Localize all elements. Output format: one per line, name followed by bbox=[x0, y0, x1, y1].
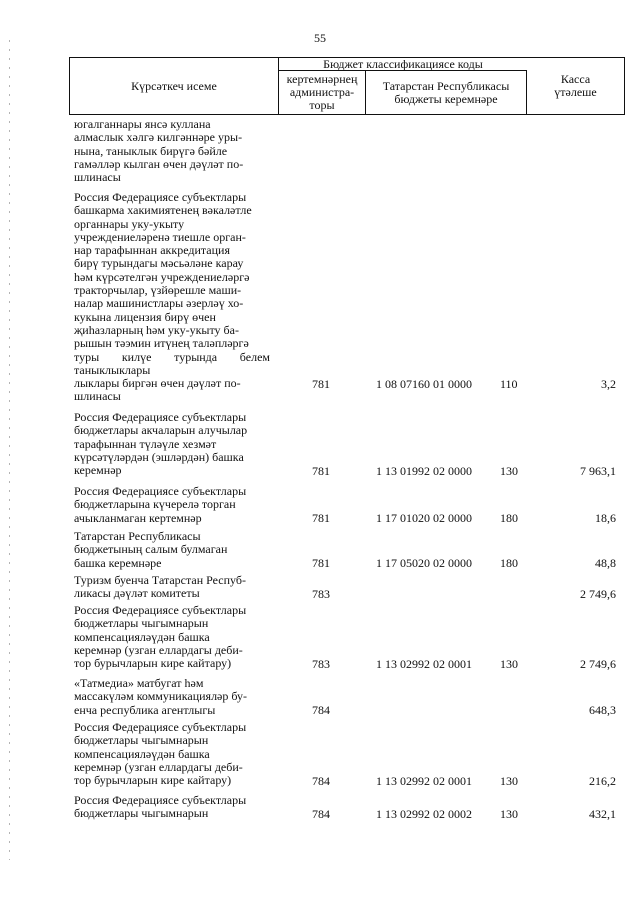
row-text-line: Туризм буенча Татарстан Респуб- bbox=[74, 573, 246, 587]
row-text-line: шлинасы bbox=[74, 170, 121, 185]
row-amount: 48,8 bbox=[595, 555, 616, 570]
row-amount: 2 749,6 bbox=[580, 656, 616, 671]
row-text-line: массакүләм коммуникацияләр бу- bbox=[74, 689, 248, 704]
table-row bbox=[0, 485, 640, 525]
row-text-line: туры килүе турында белем таныклыклары bbox=[74, 349, 270, 377]
row-amount: 3,2 bbox=[601, 376, 616, 391]
header-revenue-administrator bbox=[279, 71, 366, 114]
row-revenue-code: 1 13 02992 02 0001 bbox=[376, 656, 472, 671]
row-text-line: Россия Федерациясе субъектлары bbox=[74, 484, 247, 498]
header-republic-revenues bbox=[366, 71, 527, 114]
row-text-line: бюджетлары чыгымнарын bbox=[74, 616, 209, 631]
row-revenue-code: 1 08 07160 01 0000 bbox=[376, 376, 472, 391]
row-text-line: бюджетлары чыгымнарын bbox=[74, 806, 209, 821]
row-text-line: шлинасы bbox=[74, 389, 121, 404]
row-text-line: рышын тәэмин итүнең таләпләргә bbox=[74, 336, 249, 351]
row-amount: 2 749,6 bbox=[580, 586, 616, 601]
row-indicator-text bbox=[74, 485, 270, 525]
header-admin-line: торы bbox=[309, 98, 335, 112]
header-revenue-line: Татарстан Республикасы bbox=[382, 78, 510, 93]
row-indicator-text bbox=[74, 604, 270, 670]
row-text-line: югалганнары янсә куллана bbox=[74, 117, 211, 131]
row-text-line: компенсацияләүдән башка bbox=[74, 746, 210, 761]
row-text-line: налар машинистлары әзерләү хо- bbox=[74, 296, 244, 311]
row-subcode: 130 bbox=[500, 773, 518, 788]
table-row bbox=[0, 190, 640, 404]
table-header bbox=[69, 57, 625, 115]
row-text-line: бюджетлары акчаларын алучылар bbox=[74, 423, 248, 438]
row-amount: 432,1 bbox=[589, 806, 616, 821]
table-row bbox=[0, 118, 640, 185]
table-row bbox=[0, 721, 640, 788]
row-text-line: компенсацияләүдән башка bbox=[74, 629, 210, 644]
row-admin-code: 784 bbox=[312, 702, 330, 717]
row-text-line: Россия Федерациясе субъектлары bbox=[74, 793, 247, 807]
row-admin-code: 784 bbox=[312, 773, 330, 788]
table-row bbox=[0, 411, 640, 478]
header-revenue-line: бюджеты керемнәре bbox=[394, 91, 498, 106]
row-text-line: Россия Федерациясе субъектлары bbox=[74, 603, 247, 617]
row-subcode: 110 bbox=[500, 376, 518, 391]
row-text-line: һәм күрсәтелгән учреждениеләргә bbox=[74, 269, 250, 284]
row-text-line: Россия Федерациясе субъектлары bbox=[74, 190, 247, 204]
row-text-line: башка керемнәре bbox=[74, 555, 162, 570]
row-text-line: башкарма хакимиятенең вәкаләтле bbox=[74, 203, 252, 218]
row-text-line: тор бурычларын кире кайтару) bbox=[74, 656, 232, 671]
row-text-line: бирү турындагы мәсьәләне карау bbox=[74, 256, 244, 271]
header-admin-line: кертемнәрнең bbox=[286, 72, 358, 86]
row-text-line: керемнәр (узган еллардагы деби- bbox=[74, 642, 243, 657]
row-admin-code: 781 bbox=[312, 510, 330, 525]
table-row bbox=[0, 677, 640, 717]
row-text-line: бюджетлары чыгымнарын bbox=[74, 733, 209, 748]
row-admin-code: 783 bbox=[312, 586, 330, 601]
row-indicator-text bbox=[74, 794, 270, 821]
table-row bbox=[0, 530, 640, 570]
row-subcode: 130 bbox=[500, 656, 518, 671]
row-indicator-text bbox=[74, 721, 270, 787]
row-text-line: лыклары биргән өчен дәүләт по- bbox=[74, 376, 241, 391]
row-text-line: нына, таныклык бирүгә бәйле bbox=[74, 143, 228, 158]
row-text-line: тор бурычларын кире кайтару) bbox=[74, 773, 232, 788]
table-row bbox=[0, 574, 640, 601]
row-text-line: бюджетының салым булмаган bbox=[74, 542, 228, 557]
row-amount: 7 963,1 bbox=[580, 463, 616, 478]
table-row bbox=[0, 794, 640, 821]
row-text-line: Татарстан Республикасы bbox=[74, 529, 201, 543]
row-text-line: җиһазларның һәм уку-укыту ба- bbox=[74, 322, 239, 337]
row-text-line: бюджетларына күчерелә торган bbox=[74, 497, 236, 512]
row-text-line: Россия Федерациясе субъектлары bbox=[74, 720, 247, 734]
row-revenue-code: 1 13 02992 02 0002 bbox=[376, 806, 472, 821]
page-number: 55 bbox=[314, 31, 326, 45]
row-text-line: тракторчылар, үзйөрешле маши- bbox=[74, 283, 242, 298]
row-amount: 648,3 bbox=[589, 702, 616, 717]
row-subcode: 130 bbox=[500, 463, 518, 478]
row-subcode: 180 bbox=[500, 510, 518, 525]
row-text-line: керемнәр (узган еллардагы деби- bbox=[74, 759, 243, 774]
row-indicator-text bbox=[74, 677, 270, 717]
row-text-line: Россия Федерациясе субъектлары bbox=[74, 410, 247, 424]
row-indicator-text bbox=[74, 530, 270, 570]
row-text-line: алмаслык хәлгә килгәннәре уры- bbox=[74, 130, 243, 145]
header-budget-classification-code: Бюджет классификациясе коды bbox=[279, 58, 527, 71]
row-amount: 216,2 bbox=[589, 773, 616, 788]
row-revenue-code: 1 13 01992 02 0000 bbox=[376, 463, 472, 478]
row-text-line: учреждениеләренә тиешле орган- bbox=[74, 229, 246, 244]
header-cash-line: Касса bbox=[560, 72, 591, 86]
row-revenue-code: 1 13 02992 02 0001 bbox=[376, 773, 472, 788]
row-text-line: гамәлләр кылган өчен дәүләт по- bbox=[74, 156, 244, 171]
row-indicator-text bbox=[74, 411, 270, 477]
row-text-line: керемнәр bbox=[74, 463, 122, 478]
row-text-line: ликасы дәүләт комитеты bbox=[74, 586, 200, 601]
row-admin-code: 781 bbox=[312, 376, 330, 391]
header-cash-line: үтәлеше bbox=[554, 85, 597, 99]
row-admin-code: 781 bbox=[312, 463, 330, 478]
row-text-line: күрсәтүләрдән (эшләрдән) башка bbox=[74, 449, 244, 464]
row-text-line: нар тарафыннан аккредитация bbox=[74, 243, 230, 258]
row-subcode: 130 bbox=[500, 806, 518, 821]
row-text-line: тарафыннан түләүле хезмәт bbox=[74, 436, 217, 451]
row-revenue-code: 1 17 01020 02 0000 bbox=[376, 510, 472, 525]
row-revenue-code: 1 17 05020 02 0000 bbox=[376, 555, 472, 570]
header-indicator-name: Күрсәткеч исеме bbox=[70, 58, 279, 114]
row-text-line: органнары уку-укыту bbox=[74, 216, 185, 231]
row-admin-code: 784 bbox=[312, 806, 330, 821]
row-indicator-text bbox=[74, 118, 270, 184]
row-text-line: енча республика агентлыгы bbox=[74, 702, 216, 717]
header-cash-execution bbox=[527, 58, 624, 114]
row-admin-code: 781 bbox=[312, 555, 330, 570]
row-indicator-text bbox=[74, 191, 270, 404]
row-text-line: кукына лицензия бирү өчен bbox=[74, 309, 216, 324]
row-indicator-text bbox=[74, 574, 270, 601]
row-text-line: «Татмедиа» матбугат һәм bbox=[74, 676, 204, 690]
table-row bbox=[0, 604, 640, 671]
header-admin-line: администра- bbox=[289, 85, 355, 99]
row-text-line: ачыкланмаган кертемнәр bbox=[74, 510, 202, 525]
row-admin-code: 783 bbox=[312, 656, 330, 671]
row-amount: 18,6 bbox=[595, 510, 616, 525]
row-subcode: 180 bbox=[500, 555, 518, 570]
